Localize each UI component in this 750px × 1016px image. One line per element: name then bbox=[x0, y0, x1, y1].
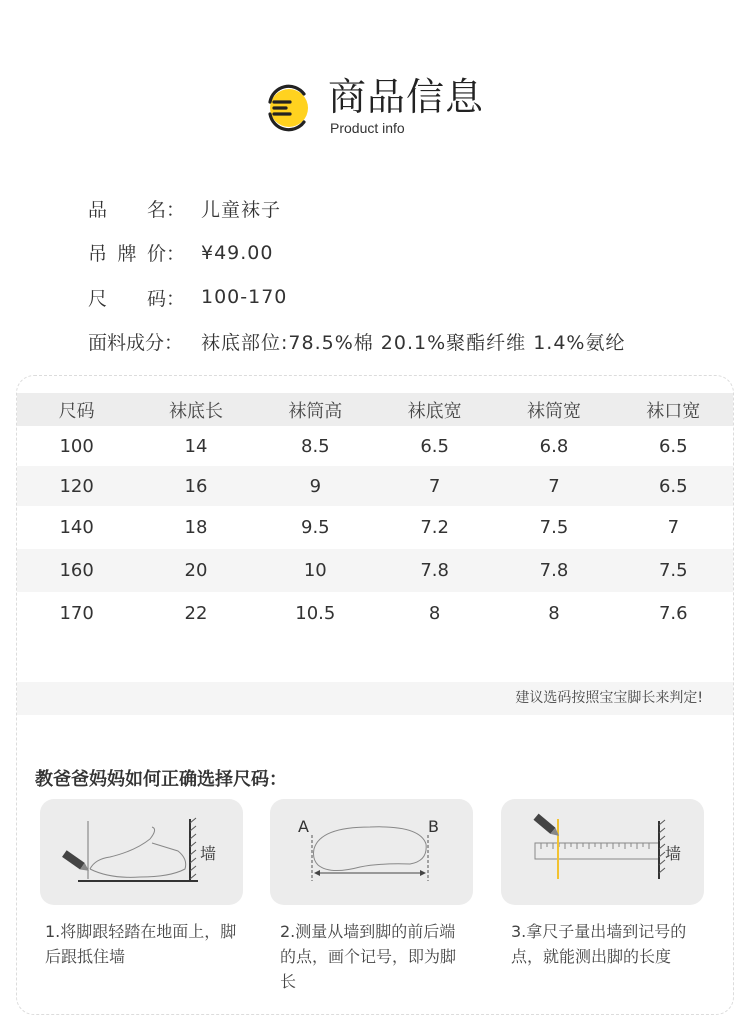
info-value: ¥49.00 bbox=[201, 241, 274, 264]
info-row-name bbox=[88, 186, 728, 231]
table-row bbox=[17, 592, 733, 635]
table-cell: 7.5 bbox=[539, 517, 569, 538]
table-cell: 140 bbox=[59, 517, 94, 538]
table-cell: 170 bbox=[59, 603, 94, 624]
guide-step-2: 2.测量从墙到脚的前后端的点，画个记号，即为脚长 bbox=[280, 922, 457, 991]
info-key: 吊 牌 价： bbox=[88, 243, 185, 266]
table-cell: 7 bbox=[548, 475, 560, 497]
table-cell: 8.5 bbox=[301, 435, 330, 457]
guide-step-3: 3.拿尺子量出墙到记号的点，就能测出脚的长度 bbox=[511, 922, 687, 966]
table-cell: 22 bbox=[184, 603, 208, 624]
info-row-material bbox=[88, 320, 728, 365]
table-row bbox=[17, 426, 733, 466]
info-value: 100-170 bbox=[201, 286, 288, 309]
table-header-cell: 袜筒高 bbox=[288, 400, 343, 422]
table-cell: 9.5 bbox=[301, 517, 330, 538]
info-value: 儿童袜子 bbox=[201, 198, 282, 221]
table-cell: 14 bbox=[184, 435, 208, 457]
table-cell: 16 bbox=[184, 475, 208, 497]
guide-panel-3 bbox=[501, 799, 704, 905]
info-row-price bbox=[88, 231, 728, 276]
wall-label: 墙 bbox=[665, 844, 682, 863]
table-cell: 6.5 bbox=[658, 435, 688, 457]
table-header-row bbox=[17, 393, 733, 426]
wall-label: 墙 bbox=[200, 844, 217, 863]
foot-length-illustration bbox=[270, 799, 473, 905]
table-cell: 7 bbox=[667, 517, 680, 538]
table-header-cell: 尺码 bbox=[58, 400, 95, 422]
table-row bbox=[17, 549, 733, 592]
table-cell: 20 bbox=[184, 560, 208, 581]
table-header-cell: 袜口宽 bbox=[646, 400, 701, 422]
info-key: 面料成分： bbox=[88, 332, 184, 355]
product-info-list bbox=[88, 186, 728, 364]
table-cell: 7.8 bbox=[420, 560, 449, 581]
table-cell: 7.8 bbox=[539, 560, 569, 581]
table-cell: 8 bbox=[428, 603, 441, 624]
size-chart-card bbox=[16, 375, 734, 1015]
product-info-header bbox=[262, 72, 522, 142]
table-header-cell: 袜底长 bbox=[168, 400, 223, 422]
guide-title: 教爸爸妈妈如何正确选择尺码： bbox=[35, 769, 287, 790]
table-header-cell: 袜筒宽 bbox=[526, 400, 581, 422]
table-header-cell: 袜底宽 bbox=[407, 400, 462, 422]
table-cell: 6.5 bbox=[658, 475, 688, 497]
table-cell: 6.8 bbox=[539, 435, 569, 457]
table-cell: 18 bbox=[184, 517, 208, 538]
table-cell: 6.5 bbox=[420, 435, 449, 457]
size-advice-note: 建议选码按照宝宝脚长来判定! bbox=[17, 682, 733, 715]
table-cell: 7.5 bbox=[658, 560, 688, 581]
table-row bbox=[17, 506, 733, 549]
point-a-label: A bbox=[298, 817, 309, 836]
page-title: 商品信息 bbox=[328, 75, 485, 119]
info-value: 袜底部位:78.5%棉 20.1%聚酯纤维 1.4%氨纶 bbox=[201, 332, 626, 355]
table-cell: 9 bbox=[309, 475, 322, 497]
point-b-label: B bbox=[428, 817, 439, 836]
table-cell: 100 bbox=[59, 435, 94, 457]
table-cell: 10 bbox=[303, 560, 327, 581]
table-cell: 7.2 bbox=[420, 517, 449, 538]
page-subtitle: Product info bbox=[330, 120, 405, 136]
guide-panel-2 bbox=[270, 799, 473, 905]
list-lines-icon bbox=[262, 82, 314, 134]
guide-panel-1 bbox=[40, 799, 243, 905]
table-cell: 120 bbox=[59, 475, 94, 497]
info-key: 尺 码： bbox=[88, 287, 185, 310]
size-table bbox=[17, 393, 733, 635]
table-cell: 7.6 bbox=[658, 603, 688, 624]
table-cell: 160 bbox=[59, 560, 94, 581]
table-row bbox=[17, 466, 733, 506]
guide-step-1: 1.将脚跟轻踏在地面上，脚后跟抵住墙 bbox=[45, 922, 237, 966]
table-cell: 8 bbox=[548, 603, 560, 624]
info-key: 品 名： bbox=[88, 198, 185, 221]
info-row-size bbox=[88, 275, 728, 320]
table-cell: 10.5 bbox=[295, 603, 336, 624]
table-cell: 7 bbox=[428, 475, 441, 497]
